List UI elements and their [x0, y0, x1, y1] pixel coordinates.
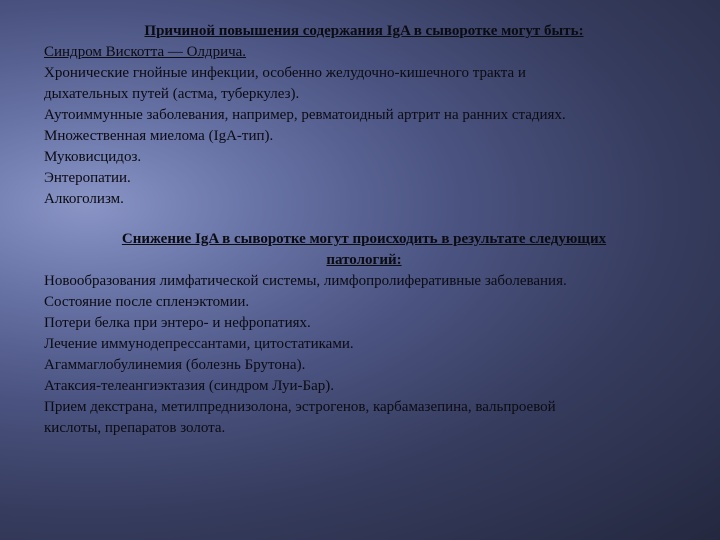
- list-item: Атаксия-телеангиэктазия (синдром Луи-Бар).: [44, 378, 335, 394]
- section-decrease: [44, 229, 684, 439]
- section-increase: [44, 21, 684, 210]
- list-item: Множественная миелома (IgA-тип).: [44, 128, 274, 144]
- section-decrease-heading-line1: Снижение IgA в сыворотке могут происходить в результате следующих: [121, 231, 607, 247]
- list-item: Муковисцидоз.: [44, 149, 142, 165]
- list-item: Состояние после спленэктомии.: [44, 294, 250, 310]
- list-item: Прием декстрана, метилпреднизолона, эстрогенов, карбамазепина, вальпроевой: [44, 399, 556, 415]
- section-decrease-heading-line2: патологий:: [326, 252, 402, 268]
- list-item: дыхательных путей (астма, туберкулез).: [44, 86, 300, 102]
- list-item: Агаммаглобулинемия (болезнь Брутона).: [44, 357, 306, 373]
- list-item: Аутоиммунные заболевания, например, ревматоидный артрит на ранних стадиях.: [44, 107, 566, 123]
- list-item: Алкоголизм.: [44, 191, 124, 207]
- list-item: Хронические гнойные инфекции, особенно желудочно-кишечного тракта и: [44, 65, 526, 81]
- slide-content: [44, 21, 684, 439]
- list-item: Потери белка при энтеро- и нефропатиях.: [44, 315, 311, 331]
- list-item: Энтеропатии.: [44, 170, 131, 186]
- section-increase-heading: Причиной повышения содержания IgA в сыворотке могут быть:: [144, 23, 584, 39]
- list-item: Синдром Вискотта — Олдрича.: [44, 44, 247, 60]
- list-item: Лечение иммунодепрессантами, цитостатиками.: [44, 336, 354, 352]
- list-item: Новообразования лимфатической системы, лимфопролиферативные заболевания.: [44, 273, 567, 289]
- list-item: кислоты, препаратов золота.: [44, 420, 226, 436]
